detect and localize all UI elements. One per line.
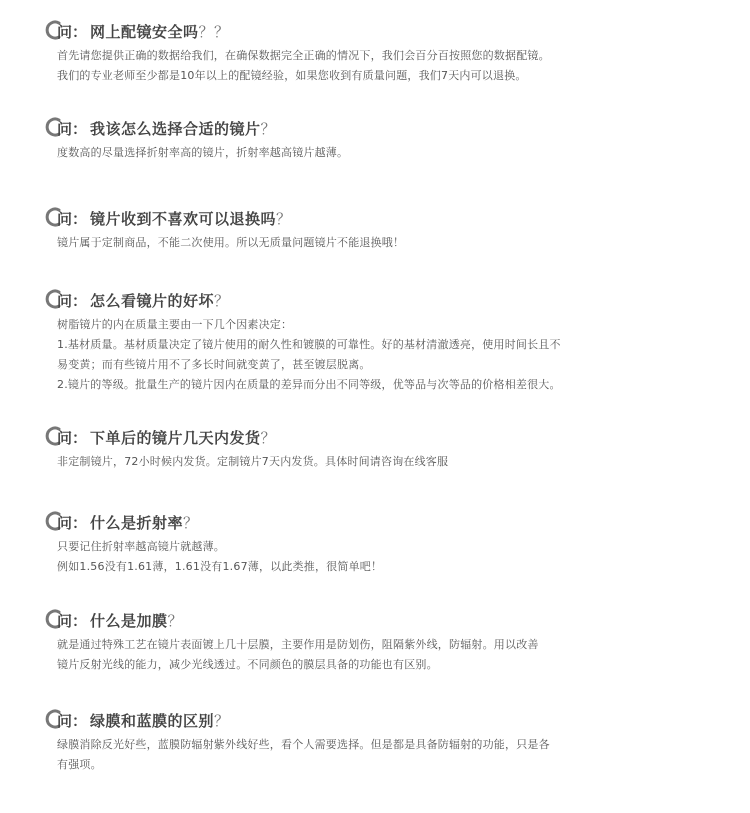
- answer-line: 就是通过特殊工艺在镜片表面镀上几十层膜，主要作用是防划伤，阻隔紫外线，防辐射。用以改善: [57, 638, 539, 651]
- answer: [57, 452, 664, 472]
- question-text: 下单后的镜片几天内发货: [90, 429, 261, 447]
- answer-line: 有强项。: [57, 758, 102, 771]
- question-row: [44, 289, 664, 313]
- question-text: 网上配镜安全吗: [90, 23, 199, 41]
- question-title: [90, 117, 276, 141]
- question-text: 什么是折射率: [90, 514, 184, 532]
- question-text: 镜片收到不喜欢可以退换吗: [90, 210, 277, 228]
- answer-line: 例如1.56没有1.61薄，1.61没有1.67薄，以此类推，很简单吧！: [57, 560, 383, 573]
- question-prefix: 问：: [57, 712, 88, 730]
- question-row: [44, 117, 664, 141]
- question-prefix: 问：: [57, 210, 88, 228]
- answer-line: 2.镜片的等级。批量生产的镜片因内在质量的差异而分出不同等级，优等品与次等品的价格相差很大。: [57, 378, 561, 391]
- question-prefix: 问：: [57, 23, 88, 41]
- answer-line: 绿膜消除反光好些，蓝膜防辐射紫外线好些，看个人需要选择。但是都是具备防辐射的功能，只是各: [57, 738, 550, 751]
- question-prefix: 问：: [57, 120, 88, 138]
- answer: [57, 233, 664, 253]
- faq-item: [44, 207, 664, 253]
- faq-item: [44, 609, 664, 675]
- answer-line: 只要记住折射率越高镜片就越薄。: [57, 540, 225, 553]
- answer: [57, 635, 664, 675]
- question-prefix: 问：: [57, 429, 88, 447]
- question-text: 我该怎么选择合适的镜片: [90, 120, 261, 138]
- question-mark: ？: [260, 429, 277, 447]
- question-mark: ？: [214, 712, 230, 730]
- question-row: [44, 609, 664, 633]
- answer-line: 镜片属于定制商品，不能二次使用。所以无质量问题镜片不能退换哦！: [57, 236, 405, 249]
- question-row: [44, 20, 664, 44]
- question-mark: ？: [214, 292, 230, 310]
- faq-item: [44, 117, 664, 163]
- question-title: [90, 511, 199, 535]
- question-mark: ？: [260, 120, 277, 138]
- faq-item: [44, 511, 664, 577]
- faq-item: [44, 426, 664, 472]
- answer: [57, 46, 664, 86]
- question-title: [90, 709, 230, 733]
- question-row: [44, 207, 664, 231]
- question-prefix: 问：: [57, 514, 88, 532]
- question-prefix: 问：: [57, 612, 88, 630]
- question-row: [44, 709, 664, 733]
- question-title: [90, 609, 183, 633]
- question-title: [90, 289, 230, 313]
- question-row: [44, 511, 664, 535]
- answer-line: 度数高的尽量选择折射率高的镜片，折射率越高镜片越薄。: [57, 146, 349, 159]
- answer: [57, 735, 664, 775]
- answer-line: 我们的专业老师至少都是10年以上的配镜经验，如果您收到有质量问题，我们7天内可以退换。: [57, 69, 527, 82]
- answer: [57, 537, 664, 577]
- question-title: [90, 207, 292, 231]
- question-mark: ？: [183, 514, 199, 532]
- answer: [57, 143, 664, 163]
- answer-line: 1.基材质量。基材质量决定了镜片使用的耐久性和镀膜的可靠性。好的基材清澈透亮，使用时间长且不: [57, 338, 561, 351]
- faq-item: [44, 20, 664, 86]
- question-title: [90, 20, 230, 44]
- faq-item: [44, 289, 664, 395]
- question-mark: ？？: [198, 23, 230, 41]
- question-text: 什么是加膜: [90, 612, 168, 630]
- question-prefix: 问：: [57, 292, 88, 310]
- answer-line: 树脂镜片的内在质量主要由一下几个因素决定：: [57, 318, 293, 331]
- question-mark: ？: [276, 210, 292, 228]
- question-text: 绿膜和蓝膜的区别: [90, 712, 215, 730]
- answer-line: 易变黄；而有些镜片用不了多长时间就变黄了，甚至镀层脱离。: [57, 358, 371, 371]
- answer-line: 首先请您提供正确的数据给我们，在确保数据完全正确的情况下，我们会百分百按照您的数据配镜。: [57, 49, 550, 62]
- answer-line: 非定制镜片，72小时候内发货。定制镜片7天内发货。具体时间请咨询在线客服: [57, 455, 449, 468]
- question-row: [44, 426, 664, 450]
- question-text: 怎么看镜片的好坏: [90, 292, 215, 310]
- question-mark: ？: [167, 612, 184, 630]
- question-title: [90, 426, 276, 450]
- faq-item: [44, 709, 664, 775]
- answer-line: 镜片反射光线的能力，减少光线透过。不同颜色的膜层具备的功能也有区别。: [57, 658, 438, 671]
- answer: [57, 315, 664, 395]
